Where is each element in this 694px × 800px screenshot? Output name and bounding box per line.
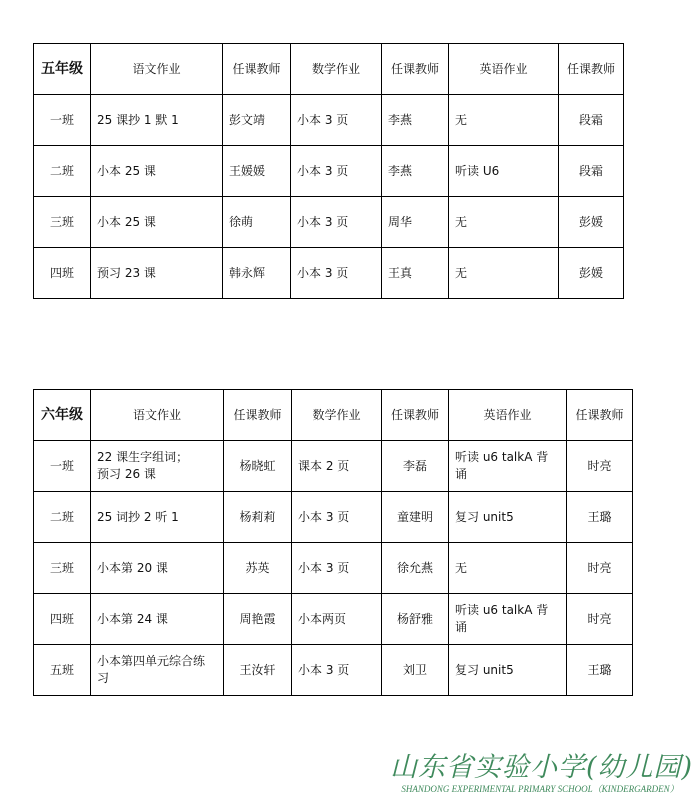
column-header: 数学作业 bbox=[292, 390, 382, 441]
column-header: 任课教师 bbox=[559, 44, 624, 95]
math-homework: 课本 2 页 bbox=[292, 441, 382, 492]
chinese-homework: 25 课抄 1 默 1 bbox=[91, 95, 223, 146]
table-row bbox=[34, 146, 624, 197]
chinese-teacher: 杨晓虹 bbox=[224, 441, 292, 492]
school-name-en: SHANDONG EXPERIMENTAL PRIMARY SCHOOL（KINDERGARDEN） bbox=[401, 784, 679, 794]
chinese-homework: 小本第 20 课 bbox=[91, 543, 224, 594]
chinese-teacher: 徐萌 bbox=[223, 197, 291, 248]
english-teacher: 段霜 bbox=[559, 95, 624, 146]
column-header: 数学作业 bbox=[291, 44, 382, 95]
grade-title: 五年级 bbox=[34, 44, 91, 95]
chinese-teacher: 杨莉莉 bbox=[224, 492, 292, 543]
column-header: 任课教师 bbox=[223, 44, 291, 95]
column-header: 任课教师 bbox=[567, 390, 633, 441]
chinese-teacher: 韩永辉 bbox=[223, 248, 291, 299]
column-header: 英语作业 bbox=[449, 390, 567, 441]
chinese-homework: 25 词抄 2 听 1 bbox=[91, 492, 224, 543]
math-teacher: 刘卫 bbox=[382, 645, 449, 696]
math-homework: 小本两页 bbox=[292, 594, 382, 645]
class-name: 三班 bbox=[34, 543, 91, 594]
chinese-homework-line: 习 bbox=[97, 671, 110, 685]
math-homework: 小本 3 页 bbox=[291, 146, 382, 197]
class-name: 一班 bbox=[34, 95, 91, 146]
column-header: 英语作业 bbox=[449, 44, 559, 95]
english-teacher: 王璐 bbox=[567, 645, 633, 696]
grade6-homework-table bbox=[33, 389, 633, 696]
table-row bbox=[34, 543, 633, 594]
math-homework: 小本 3 页 bbox=[291, 248, 382, 299]
class-name: 五班 bbox=[34, 645, 91, 696]
chinese-homework-line: 22 课生字组词； bbox=[97, 450, 189, 464]
math-homework: 小本 3 页 bbox=[291, 197, 382, 248]
class-name: 四班 bbox=[34, 248, 91, 299]
math-teacher: 李燕 bbox=[382, 146, 449, 197]
class-name: 二班 bbox=[34, 492, 91, 543]
english-teacher: 时亮 bbox=[567, 441, 633, 492]
table-row bbox=[34, 594, 633, 645]
english-homework: 听读 u6 talkA 背诵 bbox=[449, 594, 567, 645]
chinese-teacher: 王汝轩 bbox=[224, 645, 292, 696]
english-homework: 听读 u6 talkA 背诵 bbox=[449, 441, 567, 492]
chinese-homework-line: 小本第四单元综合练 bbox=[97, 654, 206, 668]
class-name: 三班 bbox=[34, 197, 91, 248]
math-teacher: 杨舒雅 bbox=[382, 594, 449, 645]
english-teacher: 王璐 bbox=[567, 492, 633, 543]
math-teacher: 李磊 bbox=[382, 441, 449, 492]
table-row bbox=[34, 492, 633, 543]
math-homework: 小本 3 页 bbox=[292, 645, 382, 696]
math-homework: 小本 3 页 bbox=[292, 492, 382, 543]
table-header-row bbox=[34, 44, 624, 95]
chinese-teacher: 周艳霞 bbox=[224, 594, 292, 645]
chinese-homework-line: 预习 26 课 bbox=[97, 467, 156, 481]
chinese-homework: 预习 23 课 bbox=[91, 248, 223, 299]
column-header: 任课教师 bbox=[382, 390, 449, 441]
grade-title: 六年级 bbox=[34, 390, 91, 441]
math-teacher: 王真 bbox=[382, 248, 449, 299]
chinese-homework: 小本 25 课 bbox=[91, 197, 223, 248]
math-homework: 小本 3 页 bbox=[292, 543, 382, 594]
grade5-homework-table bbox=[33, 43, 624, 299]
english-teacher: 彭媛 bbox=[559, 248, 624, 299]
column-header: 语文作业 bbox=[91, 390, 224, 441]
school-logo bbox=[390, 745, 694, 797]
english-teacher: 时亮 bbox=[567, 543, 633, 594]
english-teacher: 彭媛 bbox=[559, 197, 624, 248]
chinese-teacher: 彭文靖 bbox=[223, 95, 291, 146]
table-row bbox=[34, 95, 624, 146]
class-name: 一班 bbox=[34, 441, 91, 492]
english-teacher: 段霜 bbox=[559, 146, 624, 197]
math-teacher: 童建明 bbox=[382, 492, 449, 543]
english-homework: 无 bbox=[449, 543, 567, 594]
chinese-homework bbox=[91, 441, 224, 492]
column-header: 任课教师 bbox=[382, 44, 449, 95]
math-homework: 小本 3 页 bbox=[291, 95, 382, 146]
english-homework: 无 bbox=[449, 248, 559, 299]
english-teacher: 时亮 bbox=[567, 594, 633, 645]
chinese-teacher: 王媛媛 bbox=[223, 146, 291, 197]
class-name: 四班 bbox=[34, 594, 91, 645]
table-row bbox=[34, 197, 624, 248]
school-name-cn: 山东省实验小学(幼儿园) bbox=[390, 752, 694, 783]
class-name: 二班 bbox=[34, 146, 91, 197]
chinese-teacher: 苏英 bbox=[224, 543, 292, 594]
column-header: 语文作业 bbox=[91, 44, 223, 95]
math-teacher: 徐允燕 bbox=[382, 543, 449, 594]
chinese-homework: 小本第 24 课 bbox=[91, 594, 224, 645]
english-homework: 无 bbox=[449, 197, 559, 248]
english-homework: 无 bbox=[449, 95, 559, 146]
table-row bbox=[34, 441, 633, 492]
table-row bbox=[34, 248, 624, 299]
table-header-row bbox=[34, 390, 633, 441]
chinese-homework bbox=[91, 645, 224, 696]
english-homework: 听读 U6 bbox=[449, 146, 559, 197]
table-row bbox=[34, 645, 633, 696]
chinese-homework: 小本 25 课 bbox=[91, 146, 223, 197]
math-teacher: 李燕 bbox=[382, 95, 449, 146]
math-teacher: 周华 bbox=[382, 197, 449, 248]
column-header: 任课教师 bbox=[224, 390, 292, 441]
english-homework: 复习 unit5 bbox=[449, 492, 567, 543]
english-homework: 复习 unit5 bbox=[449, 645, 567, 696]
